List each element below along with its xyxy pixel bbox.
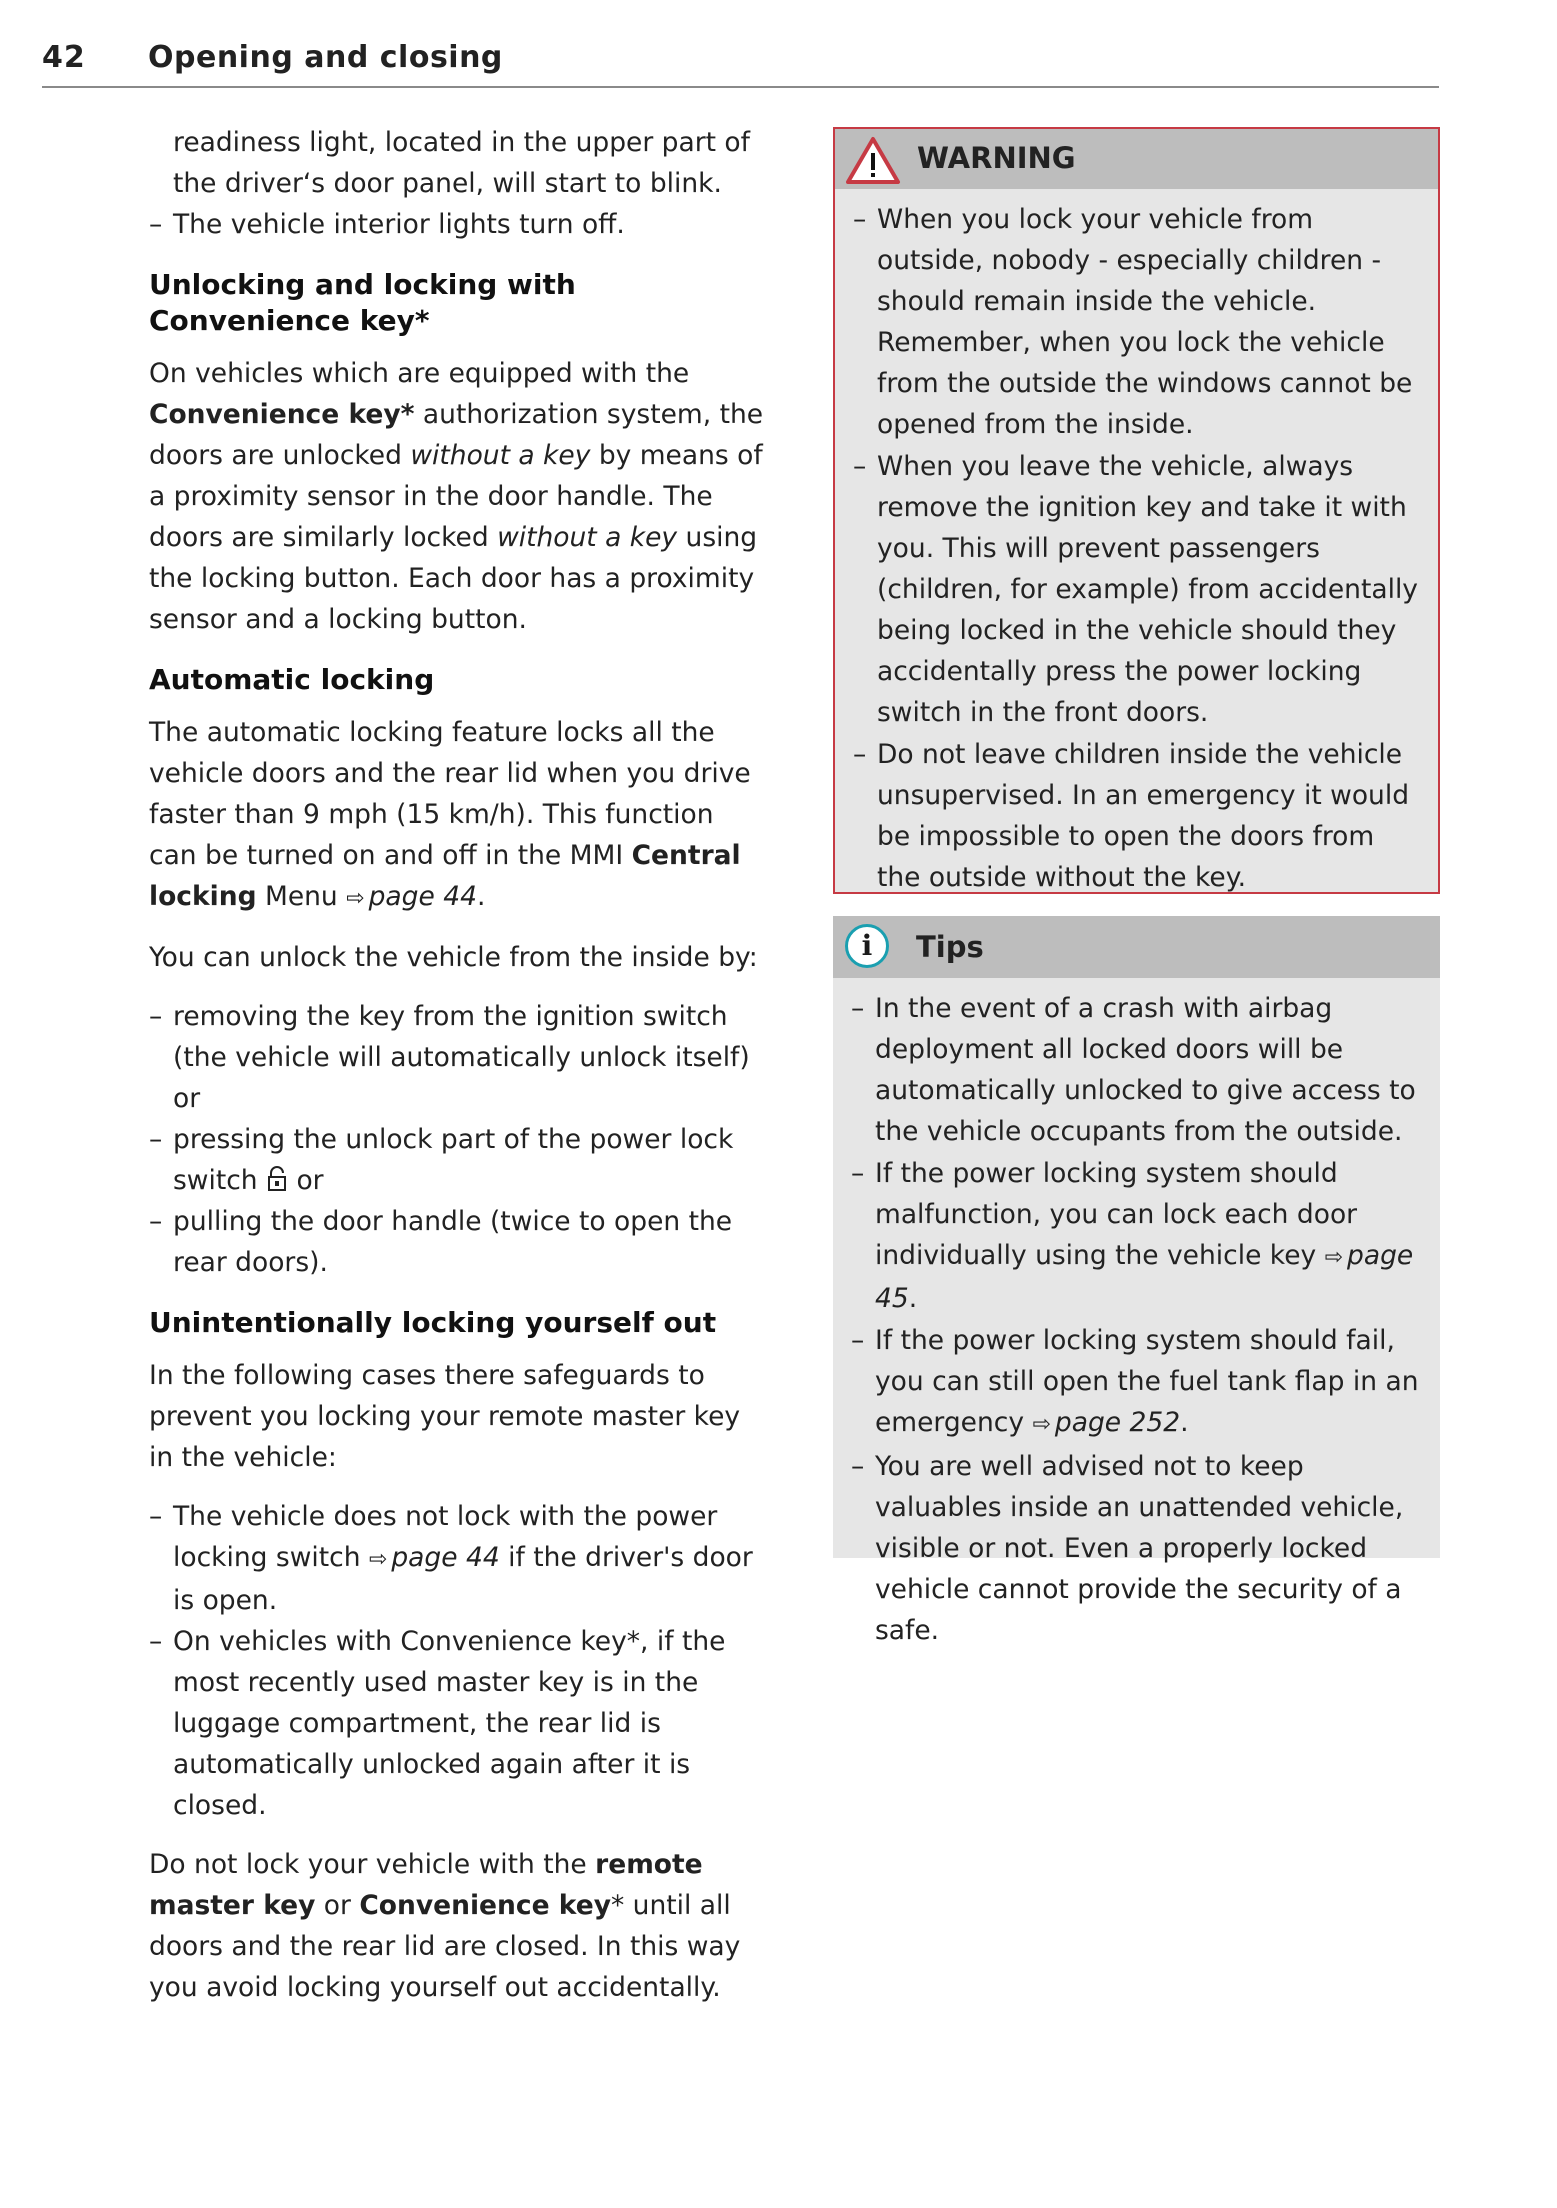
tips-header xyxy=(833,916,1440,978)
heading-unintentional-lockout: Unintentionally locking yourself out xyxy=(149,1306,717,1339)
warning-triangle-icon xyxy=(845,135,901,185)
page-reference-link[interactable]: page 44 xyxy=(368,881,477,912)
chapter-title: Opening and closing xyxy=(148,40,503,75)
warning-box xyxy=(833,127,1440,894)
arrow-icon: ⇨ xyxy=(1032,1412,1051,1437)
safeguard-list xyxy=(149,1496,769,1826)
unlock-switch-icon xyxy=(266,1166,288,1192)
info-icon: i xyxy=(845,924,889,968)
list-item: – pulling the door handle (twice to open the rear doors). xyxy=(149,1201,769,1283)
tips-body xyxy=(833,978,1440,1651)
list-item: – In the event of a crash with airbag deployment all locked doors will be automatically unlocked to give access to the vehicle occupants from the outside. xyxy=(851,988,1424,1152)
list-item: – You are well advised not to keep valuables inside an unattended vehicle, visible or not. Even a properly locked vehicle cannot provide the security of a safe. xyxy=(851,1446,1424,1651)
paragraph-final-note: Do not lock your vehicle with the remote master key or Convenience key* until all doors and the rear lid are closed. In this way you avoid locking yourself out accidentally. xyxy=(149,1849,741,2003)
warning-header xyxy=(835,129,1438,189)
list-item: – When you leave the vehicle, always remove the ignition key and take it with you. This will prevent passengers (children, for example) from accidentally being locked in the vehicle should they accidentally press the power locking switch in the front doors. xyxy=(853,446,1422,733)
warning-title: WARNING xyxy=(917,141,1076,175)
paragraph-convenience: On vehicles which are equipped with the Convenience key* authorization system, the doors are unlocked without a key by means of a proximity sensor in the door handle. The doors are similarly locked without a key using the locking button. Each door has a proximity sensor and a locking button. xyxy=(149,358,764,635)
page-reference-link[interactable]: page 252 xyxy=(1054,1407,1181,1438)
list-item: – removing the key from the ignition switch (the vehicle will automatically unlock itself) or xyxy=(149,996,769,1119)
list-item: – pressing the unlock part of the power lock switch or xyxy=(149,1119,769,1201)
list-item: – The vehicle does not lock with the power locking switch ⇨ page 44 if the driver's door is open. xyxy=(149,1496,769,1621)
arrow-icon: ⇨ xyxy=(1324,1245,1344,1270)
tips-list xyxy=(851,988,1424,1651)
tips-box xyxy=(833,916,1440,1646)
paragraph-automatic-locking: The automatic locking feature locks all the vehicle doors and the rear lid when you drive faster than 9 mph (15 km/h). This function can be turned on and off in the MMI Central locking Menu ⇨ page 44. xyxy=(149,717,751,912)
page-number: 42 xyxy=(42,40,86,75)
page-reference-link[interactable]: page 45 xyxy=(875,1240,1414,1314)
left-column xyxy=(149,122,769,2026)
arrow-icon: ⇨ xyxy=(346,886,365,911)
paragraph-unintentional: In the following cases there safeguards to prevent you locking your remote master key in the vehicle: xyxy=(149,1360,741,1473)
intro-continuation: readiness light, located in the upper part of the driver‘s door panel, will start to blink. xyxy=(173,127,750,199)
intro-list xyxy=(149,122,769,245)
list-item: – If the power locking system should fail, you can still open the fuel tank flap in an emergency ⇨ page 252. xyxy=(851,1320,1424,1445)
page-reference-link[interactable]: page 44 xyxy=(391,1542,500,1573)
list-item: – If the power locking system should malfunction, you can lock each door individually using the vehicle key ⇨ page 45. xyxy=(851,1153,1424,1319)
tips-title: Tips xyxy=(916,930,984,964)
page-header xyxy=(42,40,1439,88)
list-item: – Do not leave children inside the vehicle unsupervised. In an emergency it would be impossible to open the doors from the outside without the key. xyxy=(853,734,1422,898)
list-item: – On vehicles with Convenience key*, if the most recently used master key is in the luggage compartment, the rear lid is automatically unlocked again after it is closed. xyxy=(149,1621,769,1826)
warning-list xyxy=(853,199,1422,898)
warning-body xyxy=(835,189,1438,898)
paragraph-unlock-intro: You can unlock the vehicle from the inside by: xyxy=(149,942,758,973)
list-item: – When you lock your vehicle from outside, nobody - especially children - should remain inside the vehicle. Remember, when you lock the vehicle from the outside the windows cannot be opened from the inside. xyxy=(853,199,1422,445)
arrow-icon: ⇨ xyxy=(368,1547,388,1572)
unlock-list xyxy=(149,996,769,1283)
list-item: – The vehicle interior lights turn off. xyxy=(149,204,769,245)
heading-automatic-locking: Automatic locking xyxy=(149,663,435,696)
heading-convenience-key: Unlocking and locking with Convenience key* xyxy=(149,268,576,337)
